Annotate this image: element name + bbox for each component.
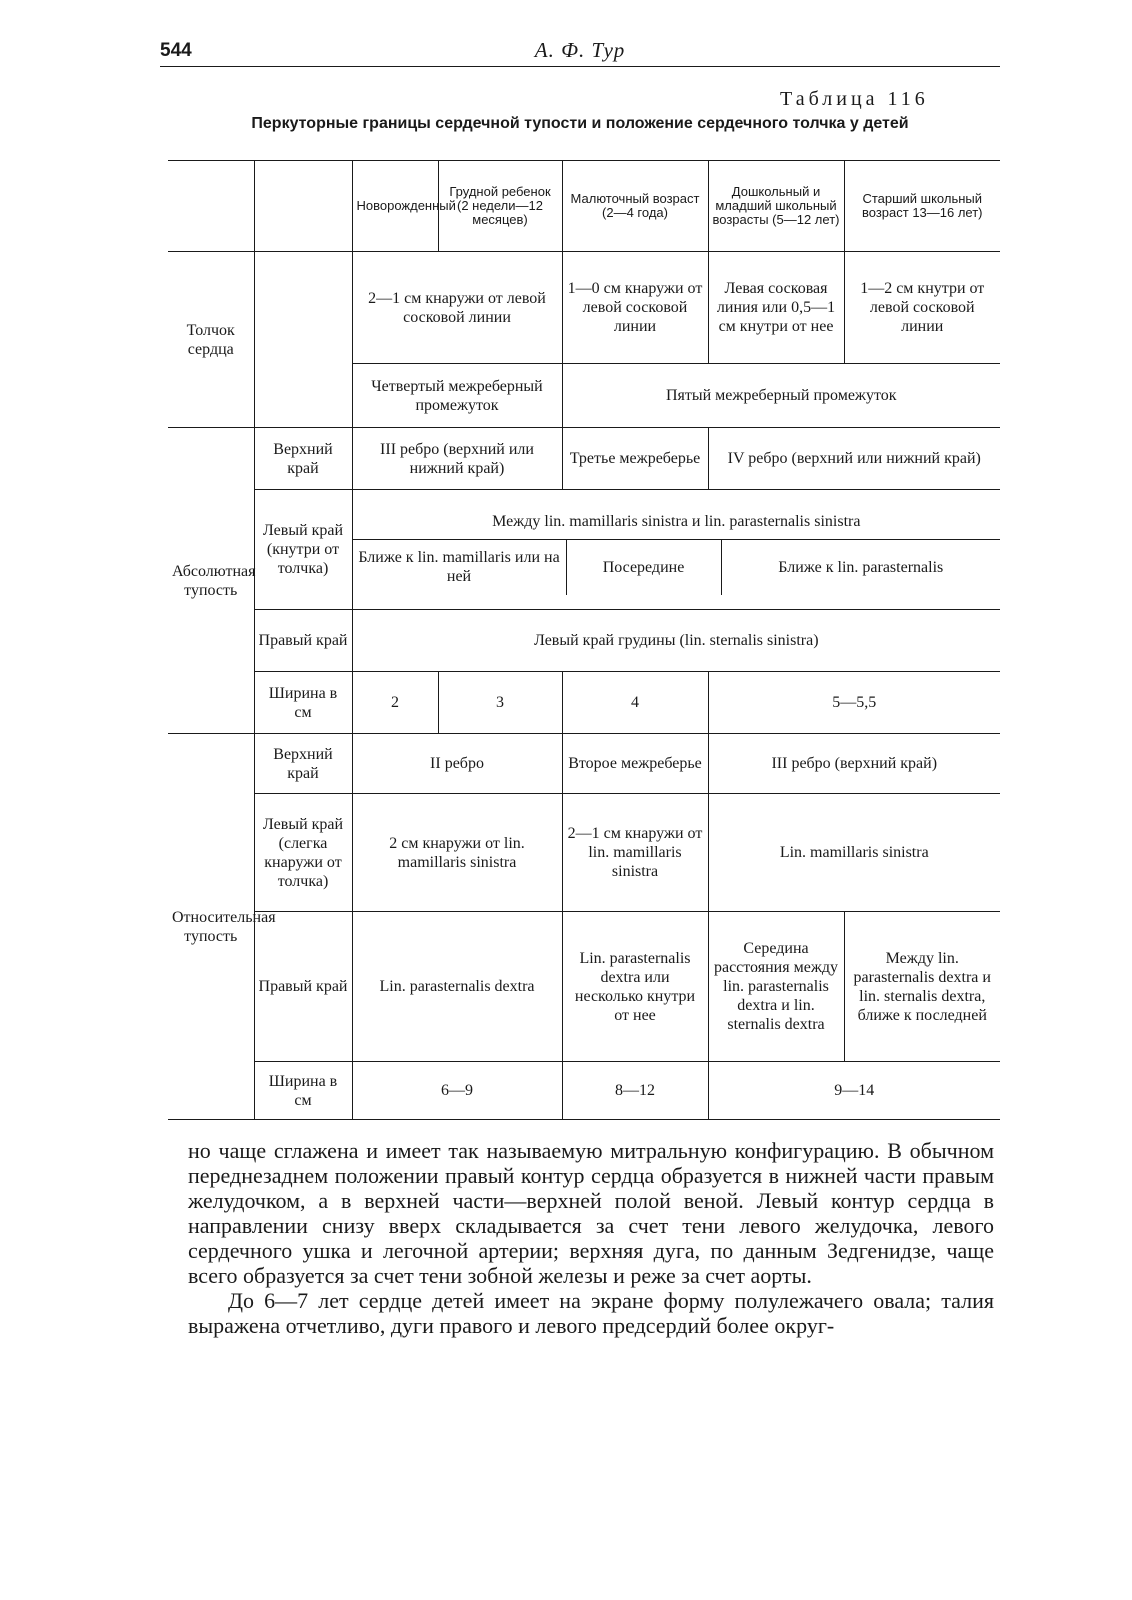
header-preschool: Дошкольный и младший школьный возрасты (5—12 лет) <box>708 161 844 252</box>
table-row <box>168 734 1000 794</box>
cell: 8—12 <box>562 1062 708 1120</box>
row-label: Правый край <box>254 610 352 672</box>
row-label: Верхний край <box>254 428 352 490</box>
cell: 2—1 см кнаружи от lin. mamillaris sinistra <box>562 794 708 912</box>
cell: Третье межреберье <box>562 428 708 490</box>
cell: Пятый межреберный промежуток <box>562 364 1000 428</box>
cell: Четвертый межреберный промежуток <box>352 364 562 428</box>
cell: 1—0 см кнаружи от левой сосковой линии <box>562 252 708 364</box>
row-label: Ширина в см <box>254 672 352 734</box>
group-apex: Толчок сердца <box>168 252 254 428</box>
table-header-row <box>168 161 1000 252</box>
table-row <box>168 490 1000 610</box>
cell <box>352 490 1000 610</box>
cell: Середина расстояния между lin. parasternalis dextra и lin. sternalis dextra <box>708 912 844 1062</box>
table-row <box>168 1062 1000 1120</box>
paragraph: До 6—7 лет сердце детей имеет на экране форму полулежачего овала; талия выражена отчетливо, дуги правого и левого предсердий более округ- <box>188 1288 994 1338</box>
cell-common: Между lin. mamillaris sinistra и lin. parasternalis sinistra <box>353 504 1001 540</box>
table-row <box>168 252 1000 364</box>
group-absolute: Абсолютная тупость <box>168 428 254 734</box>
cell-split <box>353 540 1001 595</box>
table-number: Таблица 116 <box>780 88 929 110</box>
row-label: Верхний край <box>254 734 352 794</box>
cell: II ребро <box>352 734 562 794</box>
cell: Lin. parasternalis dextra <box>352 912 562 1062</box>
author-name: А. Ф. Тур <box>534 38 626 62</box>
cell: Ближе к lin. parasternalis <box>778 559 944 576</box>
body-text <box>188 1138 994 1338</box>
header-newborn: Новорожденный <box>352 161 438 252</box>
percussion-table <box>168 160 1000 1120</box>
header-blank <box>254 161 352 252</box>
group-relative: Относительная тупость <box>168 734 254 1120</box>
header-infant: Грудной ребенок (2 недели—12 месяцев) <box>438 161 562 252</box>
cell: 4 <box>562 672 708 734</box>
table-row <box>168 428 1000 490</box>
header-senior: Старший школьный возраст 13—16 лет) <box>844 161 1000 252</box>
header-toddler: Малюточный возраст (2—4 года) <box>562 161 708 252</box>
cell: Между lin. parasternalis dextra и lin. sternalis dextra, ближе к последней <box>844 912 1000 1062</box>
cell: 3 <box>438 672 562 734</box>
cell: 2—1 см кнаружи от левой сосковой линии <box>352 252 562 364</box>
cell: Посередине <box>567 540 722 595</box>
cell: 5—5,5 <box>708 672 1000 734</box>
cell: 1—2 см кнутри от левой сосковой линии <box>844 252 1000 364</box>
cell: Lin. mamillaris sinistra <box>708 794 1000 912</box>
table-row <box>168 610 1000 672</box>
table-row <box>168 794 1000 912</box>
table-row <box>168 672 1000 734</box>
cell: Левый край грудины (lin. sternalis sinistra) <box>352 610 1000 672</box>
cell: III ребро (верхний край) <box>708 734 1000 794</box>
blank-cell <box>254 252 352 428</box>
cell: 6—9 <box>352 1062 562 1120</box>
row-label: Ширина в см <box>254 1062 352 1120</box>
header-blank <box>168 161 254 252</box>
paragraph: но чаще сглажена и имеет так называемую митральную конфигурацию. В обычном переднезаднем положении правый контур сердца образуется в нижней части правым желудочком, а в верхней части—верхней полой веной. Левый контур сердца в направлении снизу вверх складывается за счет тени левого желудочка, левого сердечного ушка и легочной артерии; верхняя дуга, по данным Зедгенидзе, чаще всего образуется за счет тени зобной железы и реже за счет аорты. <box>188 1138 994 1288</box>
cell: Lin. parasternalis dextra или несколько кнутри от нее <box>562 912 708 1062</box>
cell: IV ребро (верхний или нижний край) <box>708 428 1000 490</box>
running-head <box>160 38 1000 67</box>
table-title: Перкуторные границы сердечной тупости и положение сердечного толчка у детей <box>251 115 909 132</box>
page-number: 544 <box>160 40 192 61</box>
cell: 2 см кнаружи от lin. mamillaris sinistra <box>352 794 562 912</box>
row-label: Левый край (слегка кнаружи от толчка) <box>254 794 352 912</box>
cell: III ребро (верхний или нижний край) <box>352 428 562 490</box>
cell: 2 <box>352 672 438 734</box>
cell: Ближе к lin. mamillaris или на ней <box>353 540 567 595</box>
cell: Левая сосковая линия или 0,5—1 см кнутри от нее <box>708 252 844 364</box>
row-label: Правый край <box>254 912 352 1062</box>
cell: 9—14 <box>708 1062 1000 1120</box>
row-label: Левый край (кнутри от толчка) <box>254 490 352 610</box>
cell: Второе межреберье <box>562 734 708 794</box>
table-row <box>168 912 1000 1062</box>
